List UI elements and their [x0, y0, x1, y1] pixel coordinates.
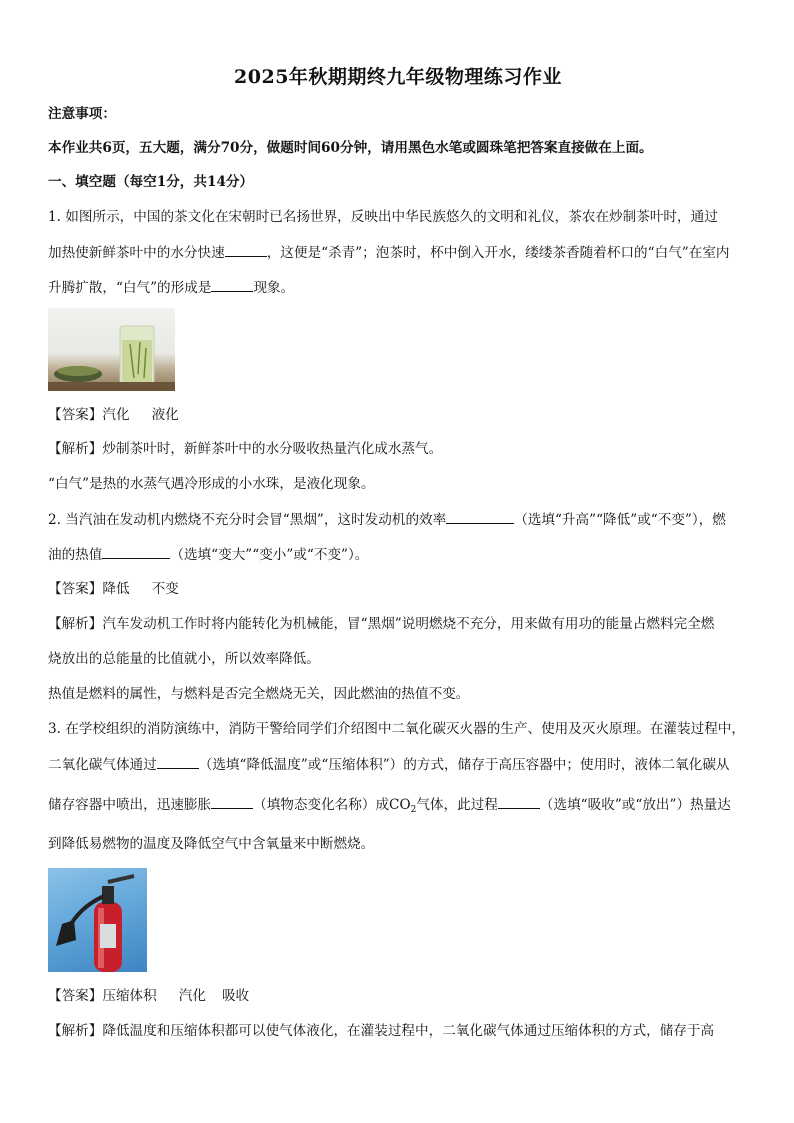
q1-line-3: 升腾扩散，“白气”的形成是 现象。 — [48, 277, 294, 298]
q2-answer: 【答案】降低 不变 — [48, 581, 179, 597]
q1-analysis-1: 【解析】炒制茶叶时，新鲜茶叶中的水分吸收热量汽化成水蒸气。 — [48, 441, 443, 457]
q3-line-4: 到降低易燃物的温度及降低空气中含氧量来中断燃烧。 — [48, 836, 375, 852]
q2-analysis-3: 热值是燃料的属性，与燃料是否完全燃烧无关，因此燃油的热值不变。 — [48, 686, 470, 702]
q1-line-1: 1. 如图所示，中国的茶文化在宋朝时已名扬世界，反映出中华民族悠久的文明和礼仪，茶农在炒制茶叶时，通过 — [48, 209, 718, 225]
page-title: 2025年秋期期终九年级物理练习作业 — [234, 66, 562, 88]
q1-analysis-2: “白气”是热的水蒸气遇冷形成的小水珠，是液化现象。 — [48, 476, 375, 492]
q3-line-3: 储存容器中喷出，迅速膨胀 （填物态变化名称）成$CO_2$气体，此过程 （选填“吸收”或“放出”）热量达 — [48, 794, 731, 820]
tea-photo — [48, 308, 175, 391]
notice-heading: 注意事项： — [48, 106, 116, 122]
q3-line-1: 3. 在学校组织的消防演练中，消防干警给同学们介绍图中二氧化碳灭火器的生产、使用及灭火原理。在灌装过程中， — [48, 721, 745, 737]
notice-text: 本作业共6页，五大题，满分70分，做题时间60分钟，请用黑色水笔或圆珠笔把答案直接做在上面。 — [48, 140, 653, 156]
answer-blank — [211, 277, 253, 292]
q2-line-1: 2. 当汽油在发动机内燃烧不充分时会冒“黑烟”，这时发动机的效率 （选填“升高”“降低”或“不变”），燃 — [48, 509, 726, 530]
q2-line-2: 油的热值 （选填“变大”“变小”或“不变”）。 — [48, 544, 368, 565]
answer-blank — [157, 754, 199, 769]
fire-extinguisher-photo — [48, 868, 147, 972]
answer-blank — [225, 242, 267, 257]
q1-line-2: 加热使新鲜茶叶中的水分快速 ，这便是“杀青”；泡茶时，杯中倒入开水，缕缕茶香随着杯口的“白气”在室内 — [48, 242, 730, 263]
answer-blank — [446, 509, 514, 524]
answer-blank — [211, 794, 253, 809]
section-heading: 一、填空题（每空1分，共14分） — [48, 174, 254, 190]
q2-analysis-2: 烧放出的总能量的比值就小，所以效率降低。 — [48, 651, 320, 667]
q2-analysis-1: 【解析】汽车发动机工作时将内能转化为机械能，冒“黑烟”说明燃烧不充分，用来做有用功的能量占燃料完全燃 — [48, 616, 715, 632]
q3-analysis-1: 【解析】降低温度和压缩体积都可以使气体液化，在灌装过程中，二氧化碳气体通过压缩体积的方式，储存于高 — [48, 1023, 715, 1039]
answer-blank — [102, 544, 170, 559]
answer-blank — [498, 794, 540, 809]
q1-answer: 【答案】汽化 液化 — [48, 407, 179, 423]
q3-answer: 【答案】压缩体积 汽化 吸收 — [48, 988, 250, 1004]
q3-line-2: 二氧化碳气体通过 （选填“降低温度”或“压缩体积”）的方式，储存于高压容器中；使用时，液体二氧化碳从 — [48, 754, 730, 775]
